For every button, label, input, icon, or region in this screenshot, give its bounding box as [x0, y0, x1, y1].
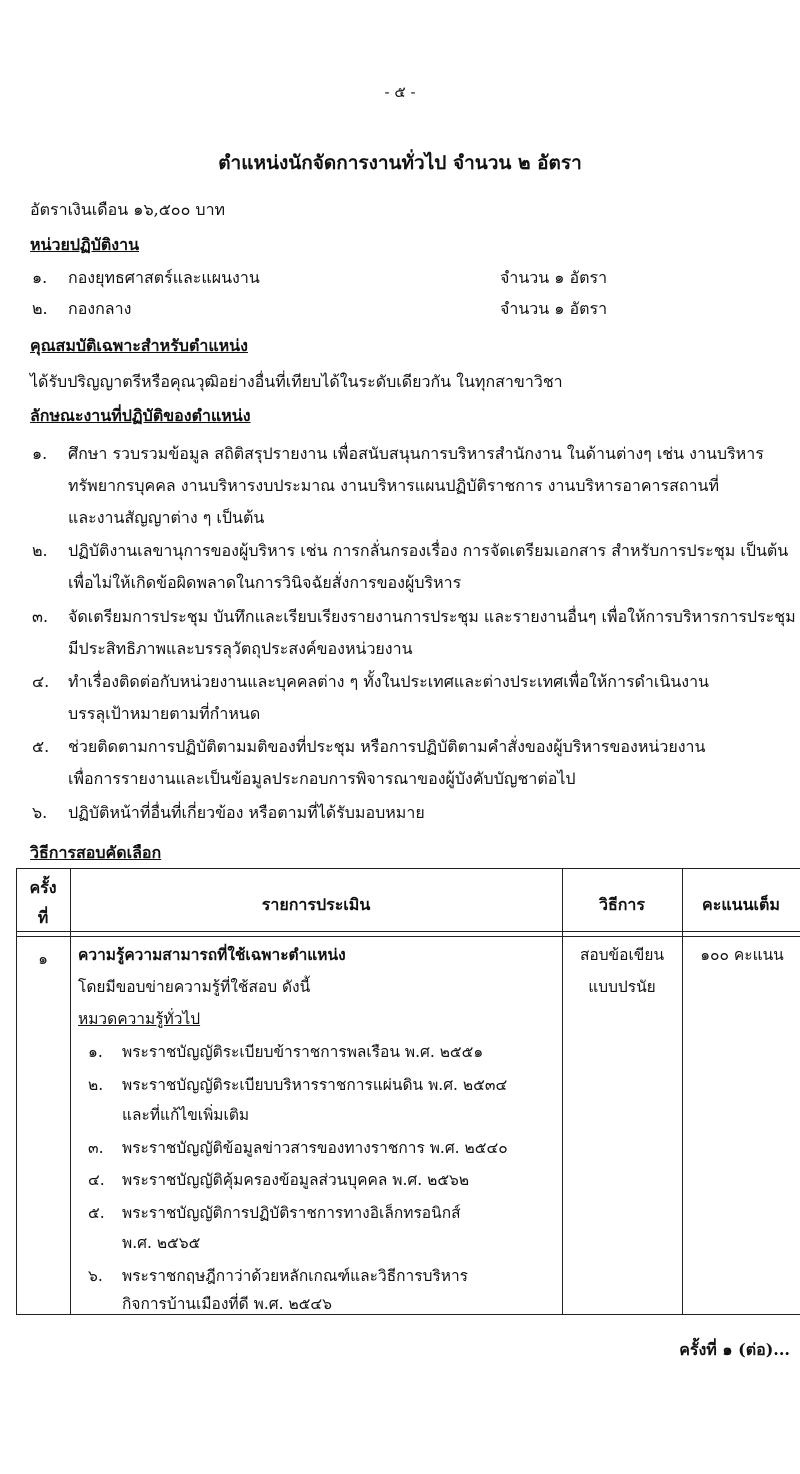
law-line: พระราชบัญญัติข้อมูลข่าวสารของทางราชการ พ.ศ. ๒๕๔๐ [122, 1139, 508, 1157]
continuation-note: ครั้งที่ ๑ (ต่อ)... [679, 1340, 790, 1359]
qualifications-heading: คุณสมบัติเฉพาะสำหรับตำแหน่ง [30, 336, 248, 355]
duty-number: ๖. [32, 803, 48, 822]
duties-heading: ลักษณะงานที่ปฏิบัติของตำแหน่ง [30, 406, 251, 425]
header-round: ครั้ง [29, 878, 57, 897]
law-number: ๖. [88, 1267, 103, 1285]
table-rule [70, 868, 71, 1315]
duty-line: เพื่อการรายงานและเป็นข้อมูลประกอบการพิจารณาของผู้บังคับบัญชาต่อไป [68, 769, 576, 788]
row-round: ๑ [38, 950, 48, 968]
item-subtitle: โดยมีขอบข่ายความรู้ที่ใช้สอบ ดังนี้ [78, 978, 311, 996]
law-line: พระราชกฤษฎีกาว่าด้วยหลักเกณฑ์และวิธีการบริหาร [122, 1267, 468, 1285]
table-rule [562, 868, 563, 1315]
duty-line: ทำเรื่องติดต่อกับหน่วยงานและบุคคลต่าง ๆ ทั้งในประเทศและต่างประเทศเพื่อให้การดำเนินงาน [68, 672, 709, 691]
law-line: พระราชบัญญัติคุ้มครองข้อมูลส่วนบุคคล พ.ศ. ๒๕๖๒ [122, 1171, 470, 1189]
law-number: ๔. [88, 1171, 105, 1189]
duty-number: ๓. [32, 607, 49, 626]
header-round: ที่ [37, 908, 49, 927]
law-line: และที่แก้ไขเพิ่มเติม [122, 1106, 250, 1124]
duty-line: จัดเตรียมการประชุม บันทึกและเรียบเรียงรายงานการประชุม และรายงานอื่นๆ เพื่อให้การบริหารการประชุม [68, 607, 796, 626]
item-category: หมวดความรู้ทั่วไป [78, 1010, 201, 1028]
duty-number: ๒. [32, 541, 48, 560]
method-text: สอบข้อเขียน [579, 946, 665, 964]
law-number: ๕. [88, 1204, 105, 1222]
law-line: พระราชบัญญัติการปฏิบัติราชการทางอิเล็กทรอนิกส์ [122, 1204, 461, 1222]
duty-line: ศึกษา รวบรวมข้อมูล สถิติสรุปรายงาน เพื่อสนับสนุนการบริหารสำนักงาน ในด้านต่างๆ เช่น งานบริหาร [68, 444, 764, 463]
duty-number: ๔. [32, 672, 50, 691]
unit-name: กองกลาง [68, 299, 132, 318]
unit-number: ๑. [32, 268, 48, 287]
duty-line: มีประสิทธิภาพและบรรลุวัตถุประสงค์ของหน่วยงาน [68, 639, 413, 658]
law-line: พ.ศ. ๒๕๖๕ [122, 1234, 201, 1252]
unit-count: จำนวน ๑ อัตรา [500, 299, 608, 318]
duty-number: ๑. [32, 444, 48, 463]
header-item: รายการประเมิน [261, 895, 371, 914]
law-number: ๒. [88, 1076, 104, 1094]
item-title: ความรู้ความสามารถที่ใช้เฉพาะตำแหน่ง [78, 945, 346, 964]
unit-count: จำนวน ๑ อัตรา [500, 268, 608, 287]
salary-text: อัตราเงินเดือน ๑๖,๕๐๐ บาท [30, 200, 226, 219]
qualifications-text: ได้รับปริญญาตรีหรือคุณวุฒิอย่างอื่นที่เทียบได้ในระดับเดียวกัน ในทุกสาขาวิชา [30, 372, 563, 391]
page-title: ตำแหน่งนักจัดการงานทั่วไป จำนวน ๒ อัตรา [218, 152, 582, 174]
duty-number: ๕. [32, 737, 50, 756]
law-line: พระราชบัญญัติระเบียบข้าราชการพลเรือน พ.ศ. ๒๕๕๑ [122, 1043, 484, 1061]
header-method: วิธีการ [598, 895, 645, 914]
method-text: แบบปรนัย [588, 978, 656, 996]
duty-line: บรรลุเป้าหมายตามที่กำหนด [68, 704, 261, 723]
units-heading: หน่วยปฏิบัติงาน [30, 235, 140, 254]
selection-heading: วิธีการสอบคัดเลือก [30, 843, 162, 862]
duty-line: เพื่อไม่ให้เกิดข้อผิดพลาดในการวินิจฉัยสั่งการของผู้บริหาร [68, 573, 462, 592]
duty-line: และงานสัญญาต่าง ๆ เป็นต้น [68, 508, 265, 527]
table-rule [682, 868, 683, 1315]
law-line: พระราชบัญญัติระเบียบบริหารราชการแผ่นดิน พ.ศ. ๒๕๓๔ [122, 1076, 508, 1094]
duty-line: ปฏิบัติงานเลขานุการของผู้บริหาร เช่น การกลั่นกรองเรื่อง การจัดเตรียมเอกสาร สำหรับการประชุม เป็นต้น [68, 541, 789, 560]
page-number: - ๕ - [384, 83, 416, 101]
header-score: คะแนนเต็ม [702, 895, 780, 914]
score-text: ๑๐๐ คะแนน [700, 946, 784, 964]
unit-number: ๒. [32, 299, 48, 318]
unit-name: กองยุทธศาสตร์และแผนงาน [68, 268, 260, 287]
law-number: ๑. [88, 1043, 103, 1061]
law-number: ๓. [88, 1139, 104, 1157]
duty-line: ปฏิบัติหน้าที่อื่นที่เกี่ยวข้อง หรือตามที่ได้รับมอบหมาย [68, 803, 425, 822]
law-line: กิจการบ้านเมืองที่ดี พ.ศ. ๒๕๔๖ [122, 1295, 332, 1313]
duty-line: ทรัพยากรบุคคล งานบริหารงบประมาณ งานบริหารแผนปฏิบัติราชการ งานบริหารอาคารสถานที่ [68, 476, 720, 495]
duty-line: ช่วยติดตามการปฏิบัติตามมติของที่ประชุม หรือการปฏิบัติตามคำสั่งของผู้บริหารของหน่วยงาน [68, 737, 706, 756]
table-rule [16, 868, 17, 1315]
